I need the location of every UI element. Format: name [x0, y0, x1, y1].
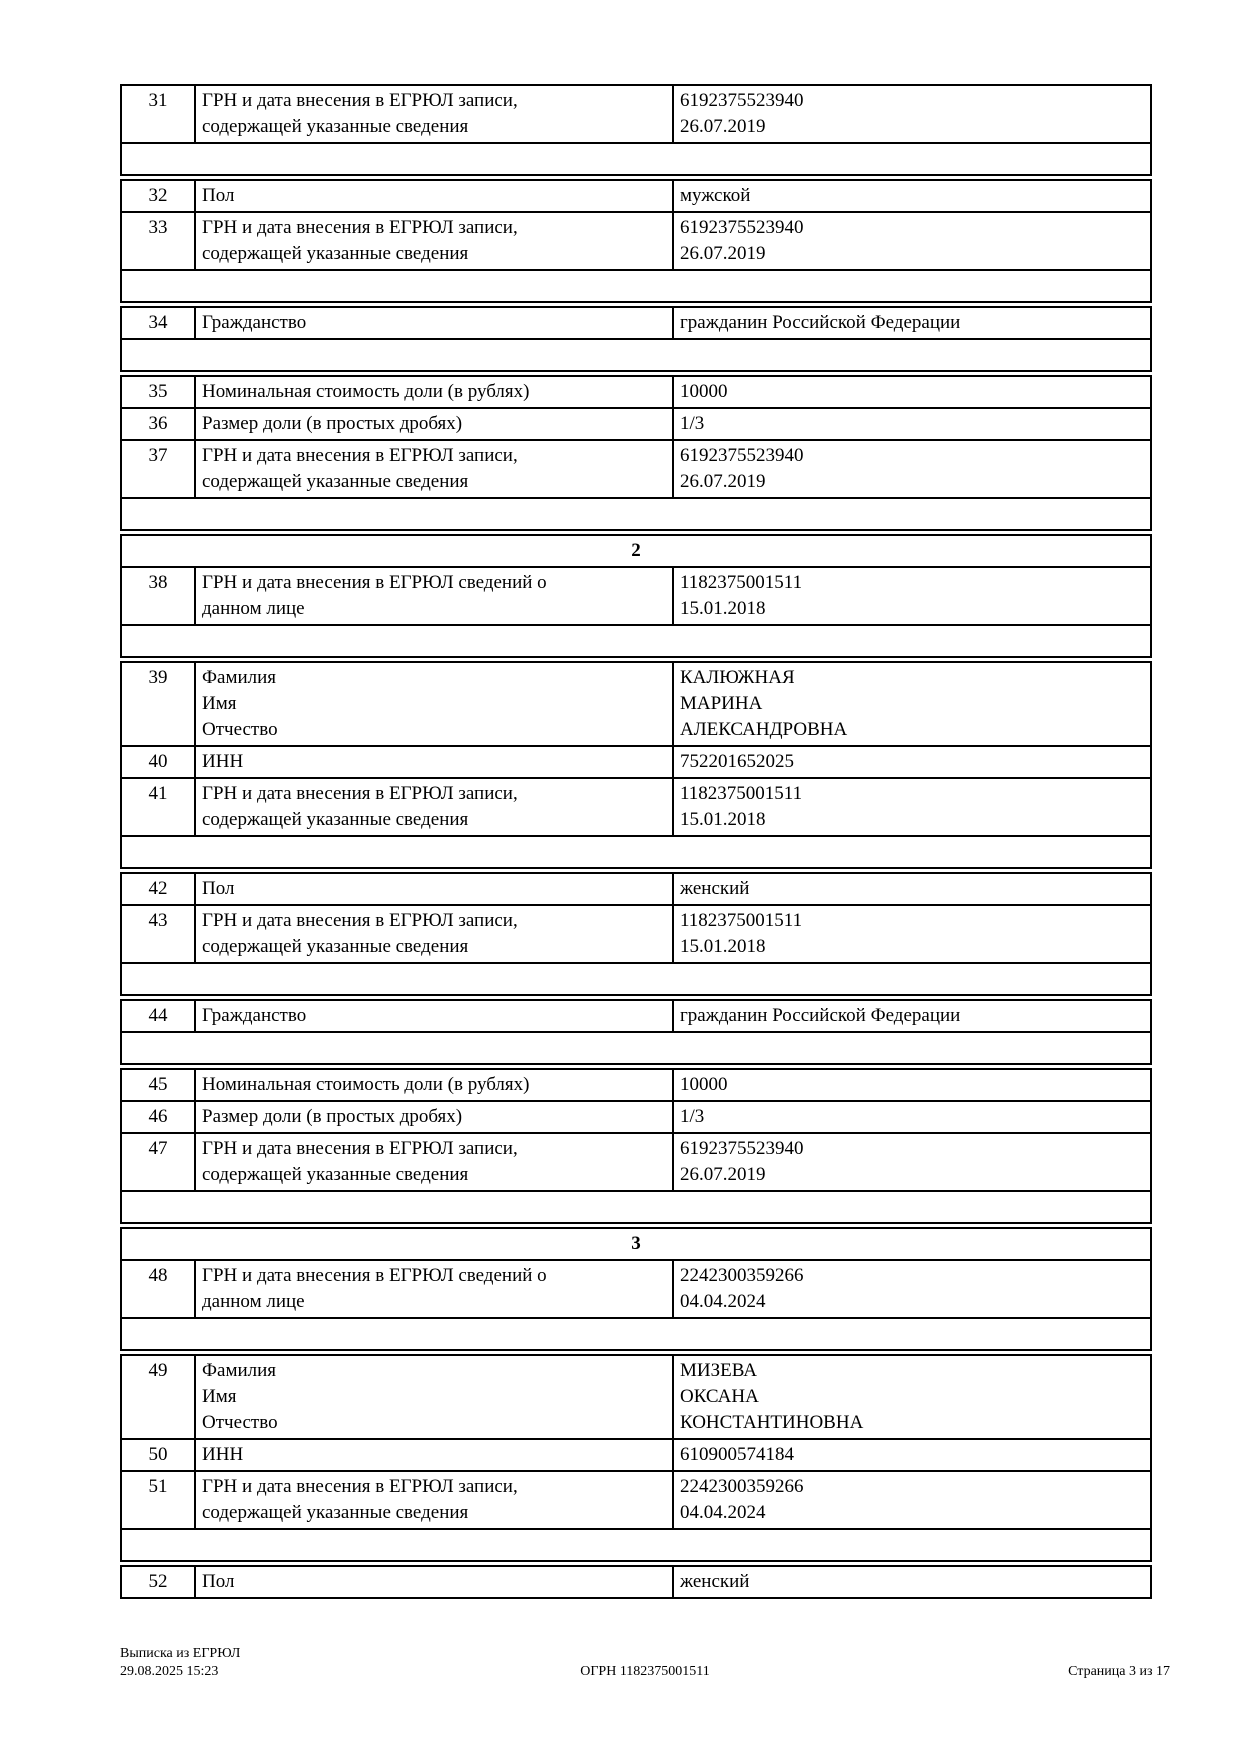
- table-row: [122, 439, 1150, 497]
- spacer-cell: [122, 340, 1150, 370]
- row-label-line: Отчество: [202, 1412, 278, 1433]
- row-label-cell: [194, 441, 672, 497]
- row-label-cell: [194, 1356, 672, 1438]
- row-number-cell: 37: [148, 445, 168, 466]
- table-block: [120, 84, 1152, 176]
- row-value-cell: [672, 441, 1150, 497]
- section-header-row: [122, 536, 1150, 566]
- row-value-line: КОНСТАНТИНОВНА: [680, 1412, 864, 1433]
- row-value-line: 1/3: [680, 413, 705, 434]
- row-label-line: данном лице: [202, 1291, 305, 1312]
- row-value-line: 6192375523940: [680, 217, 804, 238]
- row-value-line: 1182375001511: [680, 910, 803, 931]
- table-row: [122, 1356, 1150, 1438]
- footer-doc-type: Выписка из ЕГРЮЛ: [120, 1646, 241, 1661]
- row-label-line: содержащей указанные сведения: [202, 471, 469, 492]
- row-value-line: мужской: [680, 185, 751, 206]
- row-number-cell: 49: [148, 1360, 168, 1381]
- spacer-cell: [122, 837, 1150, 867]
- row-label-cell: [194, 1567, 672, 1597]
- row-label-cell: [194, 308, 672, 338]
- row-value-cell: [672, 181, 1150, 211]
- spacer-cell: [122, 271, 1150, 301]
- row-value-line: 15.01.2018: [680, 809, 766, 830]
- spacer-cell: [122, 1192, 1150, 1222]
- table-row: [122, 1132, 1150, 1190]
- row-value-line: 6192375523940: [680, 90, 804, 111]
- row-value-line: 2242300359266: [680, 1476, 804, 1497]
- row-label-line: Гражданство: [202, 1005, 307, 1026]
- row-value-line: 26.07.2019: [680, 116, 766, 137]
- row-number-cell: 42: [148, 878, 168, 899]
- row-value-cell: [672, 377, 1150, 407]
- row-label-line: ИНН: [202, 751, 244, 772]
- spacer-row: [122, 624, 1150, 656]
- row-value-cell: [672, 1102, 1150, 1132]
- row-label-cell: [194, 1134, 672, 1190]
- table-row: [122, 874, 1150, 904]
- spacer-row: [122, 1190, 1150, 1222]
- row-value-line: 6192375523940: [680, 445, 804, 466]
- spacer-cell: [122, 1319, 1150, 1349]
- row-value-cell: [672, 1472, 1150, 1528]
- row-number-cell: 52: [148, 1571, 168, 1592]
- spacer-row: [122, 835, 1150, 867]
- row-number-cell: 38: [148, 572, 168, 593]
- table-block: [120, 1565, 1152, 1599]
- row-label-line: содержащей указанные сведения: [202, 809, 469, 830]
- row-value-cell: [672, 1356, 1150, 1438]
- table-block: [120, 872, 1152, 996]
- table-row: [122, 1001, 1150, 1031]
- row-value-line: 10000: [680, 1074, 728, 1095]
- page-footer: [120, 1645, 1170, 1681]
- row-value-line: 6192375523940: [680, 1138, 804, 1159]
- spacer-row: [122, 1031, 1150, 1063]
- row-label-line: Имя: [202, 693, 237, 714]
- spacer-row: [122, 497, 1150, 529]
- row-label-cell: [194, 1070, 672, 1100]
- footer-ogrn: ОГРН 1182375001511: [580, 1664, 710, 1679]
- table-row: [122, 211, 1150, 269]
- row-value-line: 04.04.2024: [680, 1502, 766, 1523]
- footer-timestamp: 29.08.2025 15:23: [120, 1664, 219, 1679]
- table-block: [120, 1227, 1152, 1351]
- table-block: [120, 179, 1152, 303]
- row-label-cell: [194, 568, 672, 624]
- table-block: [120, 375, 1152, 531]
- row-value-line: женский: [680, 878, 750, 899]
- table-row: [122, 1438, 1150, 1470]
- row-number-cell: 50: [148, 1444, 168, 1465]
- row-value-cell: [672, 1567, 1150, 1597]
- row-value-line: женский: [680, 1571, 750, 1592]
- row-value-line: МИЗЕВА: [680, 1360, 757, 1381]
- row-label-line: Размер доли (в простых дробях): [202, 413, 463, 434]
- row-label-line: Пол: [202, 1571, 235, 1592]
- table-row: [122, 1100, 1150, 1132]
- row-label-cell: [194, 747, 672, 777]
- spacer-row: [122, 142, 1150, 174]
- row-label-line: Фамилия: [202, 1360, 277, 1381]
- row-number-cell: 44: [148, 1005, 168, 1026]
- row-value-cell: [672, 1001, 1150, 1031]
- row-value-cell: [672, 409, 1150, 439]
- row-label-line: Имя: [202, 1386, 237, 1407]
- section-number: 3: [631, 1233, 641, 1254]
- row-label-line: содержащей указанные сведения: [202, 1502, 469, 1523]
- row-label-line: содержащей указанные сведения: [202, 243, 469, 264]
- row-number-cell: 43: [148, 910, 168, 931]
- spacer-row: [122, 1317, 1150, 1349]
- row-number-cell: 31: [148, 90, 168, 111]
- spacer-row: [122, 1528, 1150, 1560]
- row-value-line: 10000: [680, 381, 728, 402]
- row-value-cell: [672, 906, 1150, 962]
- row-label-line: Гражданство: [202, 312, 307, 333]
- section-header-row: [122, 1229, 1150, 1259]
- table-block: [120, 306, 1152, 372]
- row-label-cell: [194, 213, 672, 269]
- row-number-cell: 41: [148, 783, 168, 804]
- spacer-cell: [122, 1033, 1150, 1063]
- row-value-cell: [672, 747, 1150, 777]
- row-label-line: содержащей указанные сведения: [202, 936, 469, 957]
- table-block: [120, 1068, 1152, 1224]
- row-label-line: содержащей указанные сведения: [202, 116, 469, 137]
- row-label-cell: [194, 663, 672, 745]
- section-number: 2: [631, 540, 641, 561]
- row-value-line: МАРИНА: [680, 693, 763, 714]
- row-label-line: ГРН и дата внесения в ЕГРЮЛ записи,: [202, 217, 518, 238]
- row-value-cell: [672, 308, 1150, 338]
- spacer-cell: [122, 499, 1150, 529]
- row-number-cell: 46: [148, 1106, 168, 1127]
- row-label-line: Размер доли (в простых дробях): [202, 1106, 463, 1127]
- row-label-line: содержащей указанные сведения: [202, 1164, 469, 1185]
- row-label-line: Пол: [202, 185, 235, 206]
- row-number-cell: 35: [148, 381, 168, 402]
- table-row: [122, 777, 1150, 835]
- row-label-cell: [194, 86, 672, 142]
- row-label-line: ГРН и дата внесения в ЕГРЮЛ записи,: [202, 910, 518, 931]
- table-row: [122, 308, 1150, 338]
- row-label-line: данном лице: [202, 598, 305, 619]
- row-label-line: Номинальная стоимость доли (в рублях): [202, 381, 530, 402]
- row-label-line: ГРН и дата внесения в ЕГРЮЛ записи,: [202, 783, 518, 804]
- row-number-cell: 32: [148, 185, 168, 206]
- row-value-cell: [672, 86, 1150, 142]
- row-number-cell: 45: [148, 1074, 168, 1095]
- table-block: [120, 1354, 1152, 1562]
- row-label-line: Фамилия: [202, 667, 277, 688]
- row-label-line: ГРН и дата внесения в ЕГРЮЛ записи,: [202, 1138, 518, 1159]
- spacer-row: [122, 962, 1150, 994]
- row-label-cell: [194, 1102, 672, 1132]
- table-row: [122, 181, 1150, 211]
- row-value-cell: [672, 874, 1150, 904]
- row-number-cell: 51: [148, 1476, 168, 1497]
- table-row: [122, 904, 1150, 962]
- row-value-cell: [672, 213, 1150, 269]
- row-value-cell: [672, 663, 1150, 745]
- table-row: [122, 663, 1150, 745]
- row-number-cell: 48: [148, 1265, 168, 1286]
- row-label-cell: [194, 409, 672, 439]
- row-value-cell: [672, 1440, 1150, 1470]
- row-value-line: ОКСАНА: [680, 1386, 759, 1407]
- table-block: [120, 999, 1152, 1065]
- row-value-cell: [672, 779, 1150, 835]
- row-label-cell: [194, 377, 672, 407]
- footer-page-number: Страница 3 из 17: [1068, 1664, 1170, 1679]
- row-value-cell: [672, 1070, 1150, 1100]
- table-row: [122, 377, 1150, 407]
- row-label-line: Пол: [202, 878, 235, 899]
- row-label-cell: [194, 181, 672, 211]
- row-value-cell: [672, 1134, 1150, 1190]
- row-value-line: АЛЕКСАНДРОВНА: [680, 719, 848, 740]
- table-row: [122, 1567, 1150, 1597]
- table-row: [122, 1070, 1150, 1100]
- spacer-row: [122, 269, 1150, 301]
- row-value-cell: [672, 1261, 1150, 1317]
- table-row: [122, 566, 1150, 624]
- row-value-line: 15.01.2018: [680, 936, 766, 957]
- row-label-line: Номинальная стоимость доли (в рублях): [202, 1074, 530, 1095]
- row-value-line: 04.04.2024: [680, 1291, 766, 1312]
- row-number-cell: 33: [148, 217, 168, 238]
- row-value-line: 26.07.2019: [680, 471, 766, 492]
- row-label-cell: [194, 906, 672, 962]
- row-number-cell: 39: [148, 667, 168, 688]
- row-value-line: 26.07.2019: [680, 1164, 766, 1185]
- row-value-line: 26.07.2019: [680, 243, 766, 264]
- row-value-line: гражданин Российской Федерации: [680, 312, 961, 333]
- row-label-line: ГРН и дата внесения в ЕГРЮЛ сведений о: [202, 572, 547, 593]
- row-label-cell: [194, 1472, 672, 1528]
- spacer-cell: [122, 1530, 1150, 1560]
- spacer-cell: [122, 144, 1150, 174]
- table-block: [120, 534, 1152, 658]
- table-row: [122, 1470, 1150, 1528]
- spacer-cell: [122, 964, 1150, 994]
- row-label-line: ГРН и дата внесения в ЕГРЮЛ сведений о: [202, 1265, 547, 1286]
- row-value-line: 752201652025: [680, 751, 794, 772]
- spacer-cell: [122, 626, 1150, 656]
- row-number-cell: 36: [148, 413, 168, 434]
- row-value-line: гражданин Российской Федерации: [680, 1005, 961, 1026]
- spacer-row: [122, 338, 1150, 370]
- table-row: [122, 745, 1150, 777]
- row-value-line: КАЛЮЖНАЯ: [680, 667, 795, 688]
- footer-left: [120, 1645, 470, 1681]
- row-number-cell: 47: [148, 1138, 168, 1159]
- table-row: [122, 86, 1150, 142]
- egrul-table: [120, 84, 1152, 1602]
- row-value-line: 610900574184: [680, 1444, 794, 1465]
- row-label-line: Отчество: [202, 719, 278, 740]
- row-label-cell: [194, 1001, 672, 1031]
- row-value-cell: [672, 568, 1150, 624]
- table-row: [122, 407, 1150, 439]
- row-label-cell: [194, 1261, 672, 1317]
- row-label-line: ИНН: [202, 1444, 244, 1465]
- row-label-cell: [194, 1440, 672, 1470]
- table-row: [122, 1259, 1150, 1317]
- row-label-cell: [194, 779, 672, 835]
- row-value-line: 2242300359266: [680, 1265, 804, 1286]
- row-label-line: ГРН и дата внесения в ЕГРЮЛ записи,: [202, 90, 518, 111]
- row-label-line: ГРН и дата внесения в ЕГРЮЛ записи,: [202, 1476, 518, 1497]
- row-value-line: 1182375001511: [680, 783, 803, 804]
- row-label-line: ГРН и дата внесения в ЕГРЮЛ записи,: [202, 445, 518, 466]
- row-value-line: 1/3: [680, 1106, 705, 1127]
- row-label-cell: [194, 874, 672, 904]
- row-value-line: 15.01.2018: [680, 598, 766, 619]
- row-value-line: 1182375001511: [680, 572, 803, 593]
- row-number-cell: 34: [148, 312, 168, 333]
- table-block: [120, 661, 1152, 869]
- row-number-cell: 40: [148, 751, 168, 772]
